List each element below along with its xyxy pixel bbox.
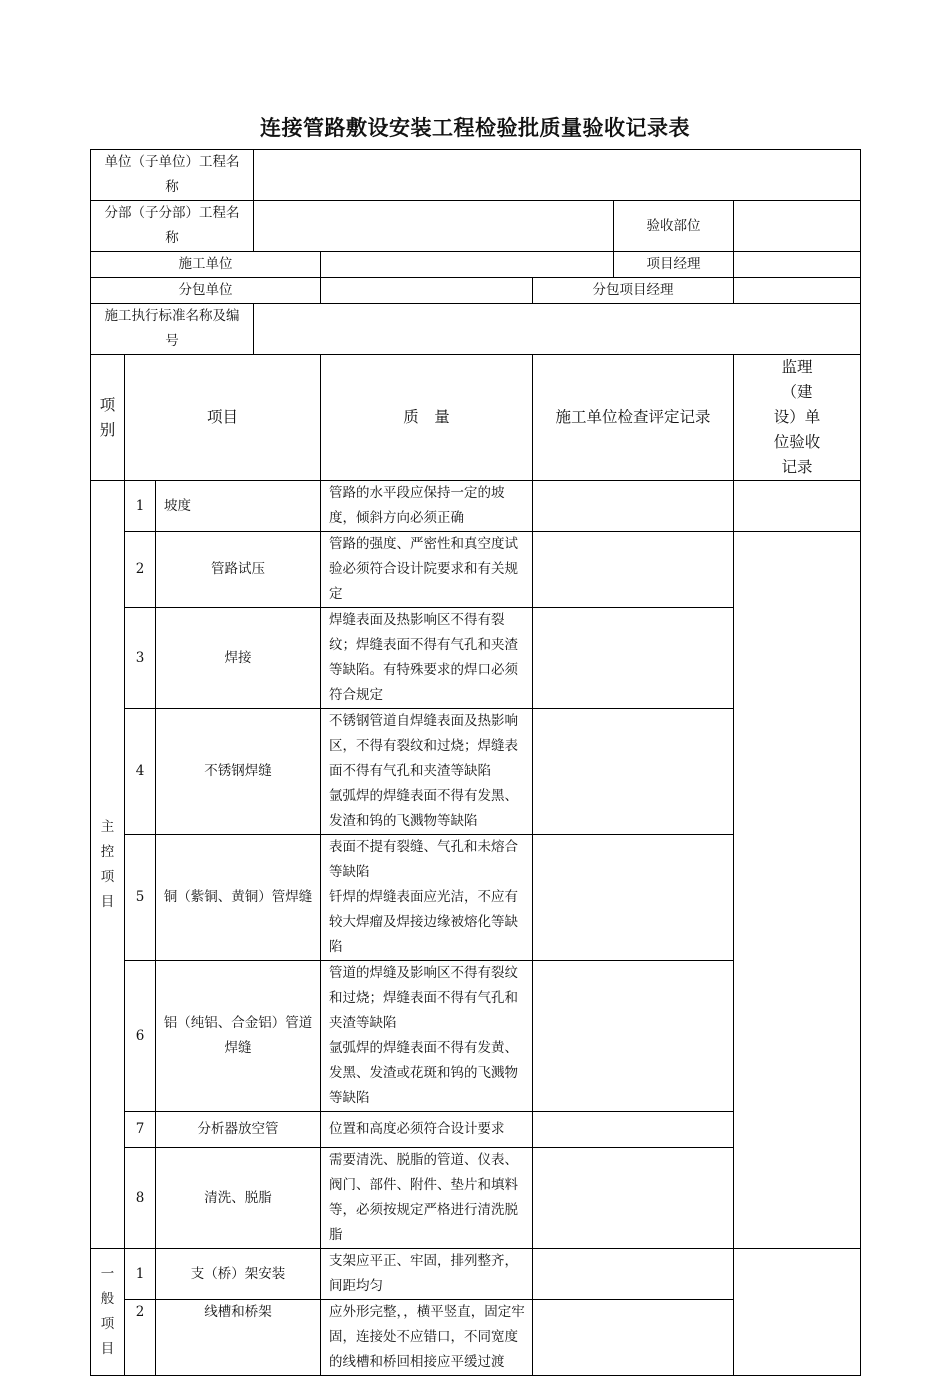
row-item: 不锈钢焊缝: [156, 709, 321, 835]
col-item: 项目: [125, 355, 321, 481]
row-inspection-cell[interactable]: [533, 1300, 734, 1376]
row-item: 铜（紫铜、黄铜）管焊缝: [156, 835, 321, 961]
row-quality: 位置和高度必须符合设计要求: [321, 1112, 533, 1148]
row-supervision-cell[interactable]: [734, 481, 861, 532]
row-inspection-cell[interactable]: [533, 481, 734, 532]
row-quality: 不锈钢管道自焊缝表面及热影响区，不得有裂纹和过烧；焊缝表面不得有气孔和夹渣等缺陷 氩弧焊的焊缝表面不得有发黑、发渣和钨的飞溅物等缺陷: [321, 709, 533, 835]
row-number: 2: [125, 532, 156, 608]
row-number: 1: [125, 481, 156, 532]
row-item: 分析器放空管: [156, 1112, 321, 1148]
row-quality: 应外形完整，，横平竖直，固定牢固，连接处不应错口，不同宽度的线槽和桥回相接应平缓过渡: [321, 1300, 533, 1376]
division-label: 分部（子分部）工程名 称: [91, 201, 254, 252]
row-quality: 表面不提有裂缝、气孔和未熔合等缺陷 钎焊的焊缝表面应光洁，不应有较大焊瘤及焊接边缘被熔化等缺陷: [321, 835, 533, 961]
row-quality: 支架应平正、牢固，排列整齐，间距均匀: [321, 1249, 533, 1300]
row-inspection-cell[interactable]: [533, 709, 734, 835]
row-inspection-cell[interactable]: [533, 1112, 734, 1148]
standard-value[interactable]: [254, 304, 861, 355]
acceptance-part-value[interactable]: [734, 201, 861, 252]
row-item: 坡度: [156, 481, 321, 532]
row-quality: 需要清洗、脱脂的管道、仪表、阀门、部件、附件、垫片和填料等，必须按规定严格进行清洗脱脂: [321, 1148, 533, 1249]
main-control-label: 主 控 项 目: [91, 481, 125, 1249]
row-item: 焊接: [156, 608, 321, 709]
row-quality: 管路的强度、严密性和真空度试验必须符合设计院要求和有关规定: [321, 532, 533, 608]
acceptance-part-label: 验收部位: [614, 201, 734, 252]
division-value[interactable]: [254, 201, 614, 252]
subcontract-manager-value[interactable]: [734, 278, 861, 304]
header-row-subcontract: [91, 278, 861, 304]
construction-unit-label: 施工单位: [91, 252, 321, 278]
standard-label: 施工执行标准名称及编 号: [91, 304, 254, 355]
header-row-unit-project: [91, 150, 861, 201]
col-supervision: 监理 （建 设）单 位验收 记录: [734, 355, 861, 481]
row-item: 清洗、脱脂: [156, 1148, 321, 1249]
inspection-record-table: [90, 149, 861, 1376]
row-number: 5: [125, 835, 156, 961]
row-inspection-cell[interactable]: [533, 961, 734, 1112]
row-inspection-cell[interactable]: [533, 532, 734, 608]
supervision-general-cell[interactable]: [734, 1249, 861, 1376]
row-number: 6: [125, 961, 156, 1112]
row-inspection-cell[interactable]: [533, 608, 734, 709]
header-row-standard: [91, 304, 861, 355]
row-item: 线槽和桥架: [156, 1300, 321, 1376]
row-item: 铝（纯铝、合金铝）管道焊缝: [156, 961, 321, 1112]
row-number: 1: [125, 1249, 156, 1300]
row-inspection-cell[interactable]: [533, 1148, 734, 1249]
header-row-division: [91, 201, 861, 252]
col-inspection: 施工单位检查评定记录: [533, 355, 734, 481]
row-number: 4: [125, 709, 156, 835]
unit-project-label: 单位（子单位）工程名 称: [91, 150, 254, 201]
row-quality: 焊缝表面及热影响区不得有裂纹；焊缝表面不得有气孔和夹渣等缺陷。有特殊要求的焊口必须符合规定: [321, 608, 533, 709]
row-number: 3: [125, 608, 156, 709]
table-row: [91, 1249, 861, 1300]
subcontract-unit-value[interactable]: [321, 278, 533, 304]
row-quality: 管路的水平段应保持一定的坡度，倾斜方向必须正确: [321, 481, 533, 532]
header-row-construction: [91, 252, 861, 278]
unit-project-value[interactable]: [254, 150, 861, 201]
row-number: 2: [125, 1300, 156, 1376]
col-quality: 质 量: [321, 355, 533, 481]
row-inspection-cell[interactable]: [533, 1249, 734, 1300]
row-number: 7: [125, 1112, 156, 1148]
row-quality: 管道的焊缝及影响区不得有裂纹和过烧；焊缝表面不得有气孔和夹渣等缺陷 氩弧焊的焊缝表面不得有发黄、发黑、发渣或花斑和钨的飞溅物等缺陷: [321, 961, 533, 1112]
general-label: 一 般 项 目: [91, 1249, 125, 1376]
project-manager-value[interactable]: [734, 252, 861, 278]
row-item: 支（桥）架安装: [156, 1249, 321, 1300]
table-row: [91, 481, 861, 532]
row-number: 8: [125, 1148, 156, 1249]
row-item: 管路试压: [156, 532, 321, 608]
page-title: 连接管路敷设安装工程检验批质量验收记录表: [260, 116, 690, 140]
column-header-row: [91, 355, 861, 481]
construction-unit-value[interactable]: [321, 252, 614, 278]
supervision-merged-cell[interactable]: [734, 532, 861, 1249]
col-category: 项 别: [91, 355, 125, 481]
subcontract-manager-label: 分包项目经理: [533, 278, 734, 304]
subcontract-unit-label: 分包单位: [91, 278, 321, 304]
project-manager-label: 项目经理: [614, 252, 734, 278]
row-inspection-cell[interactable]: [533, 835, 734, 961]
table-row: [91, 532, 861, 608]
